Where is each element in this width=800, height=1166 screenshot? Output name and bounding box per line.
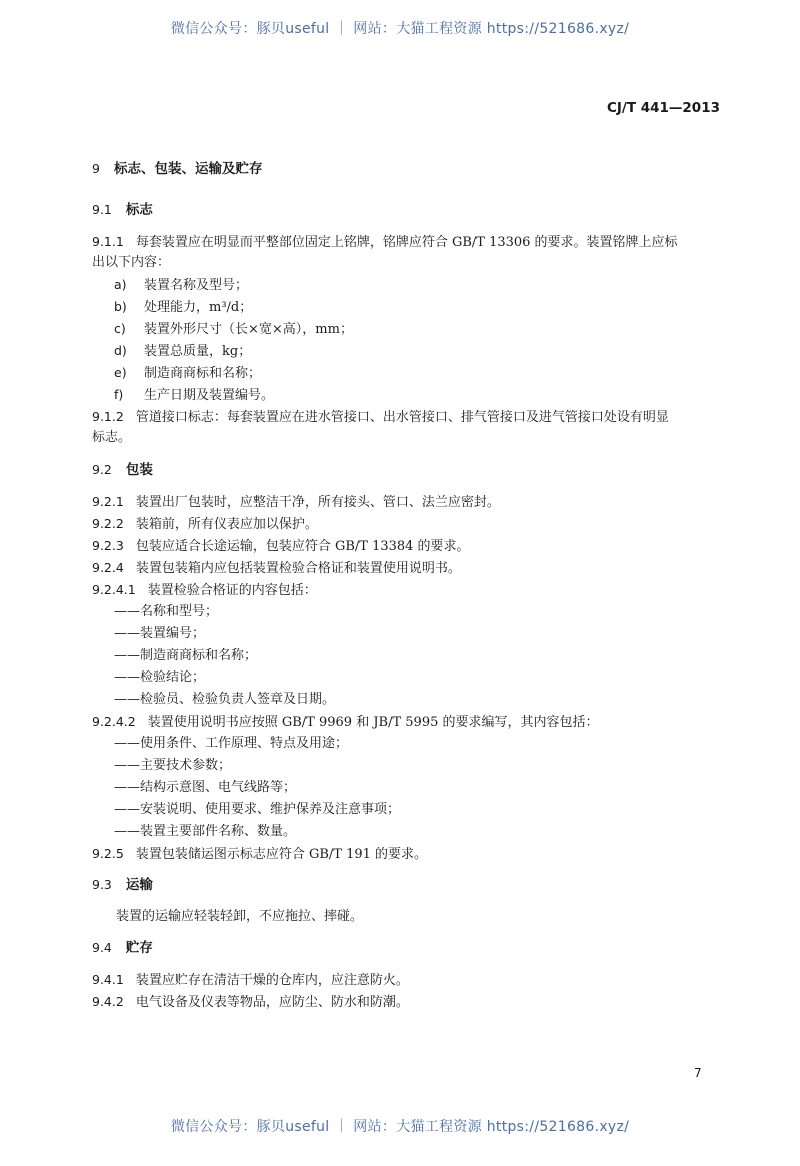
clause-text: 装置出厂包装时，应整洁干净，所有接头、管口、法兰应密封。 [135, 495, 500, 510]
dash-item: ——安装说明、使用要求、维护保养及注意事项； [114, 802, 401, 817]
list-tag: b) [114, 299, 127, 314]
dash-item: ——装置编号； [114, 626, 206, 641]
list-text: 装置名称及型号； [144, 278, 249, 293]
dash-item: ——制造商商标和名称； [114, 648, 258, 663]
clause-9-4-1 [92, 971, 409, 990]
subsection-heading [92, 461, 153, 479]
clause-9-2-5 [92, 845, 427, 864]
dash-item: ——检验员、检验负责人签章及日期。 [114, 692, 336, 707]
clause-text: 包装应适合长途运输，包装应符合 GB/T 13384 的要求。 [135, 539, 470, 554]
subsection-number: 9.2 [92, 462, 112, 477]
dash-item: ——结构示意图、电气线路等； [114, 780, 297, 795]
section-title: 标志、包装、运输及贮存 [113, 161, 263, 177]
section-heading [92, 160, 262, 178]
clause-number: 9.4.2 [92, 994, 124, 1009]
clause-number: 9.4.1 [92, 972, 124, 987]
clause-number: 9.2.5 [92, 846, 124, 861]
clause-9-2-4-2 [92, 713, 599, 732]
clause-9-2-3 [92, 537, 470, 556]
clause-9-1-2 [92, 408, 669, 427]
list-item [114, 320, 353, 339]
list-text: 生产日期及装置编号。 [144, 388, 275, 403]
subsection-title: 标志 [125, 202, 153, 218]
clause-9-2-4-1 [92, 581, 317, 600]
clause-text: 装置应贮存在清洁干燥的仓库内，应注意防火。 [135, 973, 409, 988]
subsection-heading [92, 876, 153, 894]
clause-text: 装置使用说明书应按照 GB/T 9969 和 JB/T 5995 的要求编写，其内容包括： [147, 715, 599, 730]
list-item [114, 298, 252, 317]
page-number: 7 [694, 1066, 702, 1080]
list-text: 处理能力，m³/d； [144, 300, 253, 315]
clause-text: 装箱前，所有仪表应加以保护。 [135, 517, 318, 532]
list-tag: a) [114, 277, 127, 292]
clause-9-2-1 [92, 493, 500, 512]
clause-number: 9.1.1 [92, 234, 124, 249]
list-text: 制造商商标和名称； [144, 366, 262, 381]
watermark-bottom: 微信公众号：豚贝useful ｜ 网站：大猫工程资源 https://521686.xyz/ [170, 1119, 630, 1135]
subsection-heading [92, 939, 153, 957]
section-number: 9 [92, 161, 100, 176]
list-text: 装置总质量，kg； [144, 344, 252, 359]
dash-item: ——装置主要部件名称、数量。 [114, 824, 297, 839]
clause-9-1-1 [92, 233, 678, 252]
dash-item: ——主要技术参数； [114, 758, 232, 773]
subsection-heading [92, 201, 153, 219]
clause-text: 每套装置应在明显而平整部位固定上铭牌，铭牌应符合 GB/T 13306 的要求。装置铭牌上应标 [135, 235, 678, 250]
list-text: 装置外形尺寸（长×宽×高），mm； [144, 322, 353, 337]
clause-continuation: 标志。 [92, 430, 132, 445]
body-paragraph: 装置的运输应轻装轻卸，不应拖拉、摔碰。 [116, 909, 364, 924]
clause-number: 9.1.2 [92, 409, 124, 424]
clause-continuation: 出以下内容： [92, 255, 171, 270]
watermark-top: 微信公众号：豚贝useful ｜ 网站：大猫工程资源 https://521686.xyz/ [170, 21, 630, 37]
clause-9-2-4 [92, 559, 461, 578]
list-item [114, 276, 248, 295]
list-item [114, 342, 251, 361]
dash-item: ——检验结论； [114, 670, 206, 685]
clause-text: 装置包装储运图示标志应符合 GB/T 191 的要求。 [135, 847, 428, 862]
subsection-title: 运输 [125, 877, 153, 893]
clause-9-4-2 [92, 993, 409, 1012]
clause-number: 9.2.4.1 [92, 582, 136, 597]
subsection-title: 贮存 [125, 940, 153, 956]
clause-text: 装置包装箱内应包括装置检验合格证和装置使用说明书。 [135, 561, 461, 576]
clause-number: 9.2.3 [92, 538, 124, 553]
dash-item: ——名称和型号； [114, 604, 219, 619]
list-tag: e) [114, 365, 127, 380]
standard-number: CJ/T 441—2013 [606, 100, 720, 116]
list-item [114, 364, 261, 383]
list-tag: d) [114, 343, 127, 358]
subsection-title: 包装 [125, 462, 153, 478]
list-item [114, 386, 274, 405]
list-tag: c) [114, 321, 126, 336]
clause-number: 9.2.4 [92, 560, 124, 575]
clause-text: 装置检验合格证的内容包括： [147, 583, 317, 598]
clause-9-2-2 [92, 515, 318, 534]
clause-text: 管道接口标志：每套装置应在进水管接口、出水管接口、排气管接口及进气管接口处设有明显 [135, 410, 669, 425]
subsection-number: 9.3 [92, 877, 112, 892]
dash-item: ——使用条件、工作原理、特点及用途； [114, 736, 349, 751]
subsection-number: 9.1 [92, 202, 112, 217]
list-tag: f) [114, 387, 124, 402]
subsection-number: 9.4 [92, 940, 112, 955]
clause-number: 9.2.2 [92, 516, 124, 531]
clause-number: 9.2.4.2 [92, 714, 136, 729]
clause-text: 电气设备及仪表等物品，应防尘、防水和防潮。 [135, 995, 409, 1010]
clause-number: 9.2.1 [92, 494, 124, 509]
